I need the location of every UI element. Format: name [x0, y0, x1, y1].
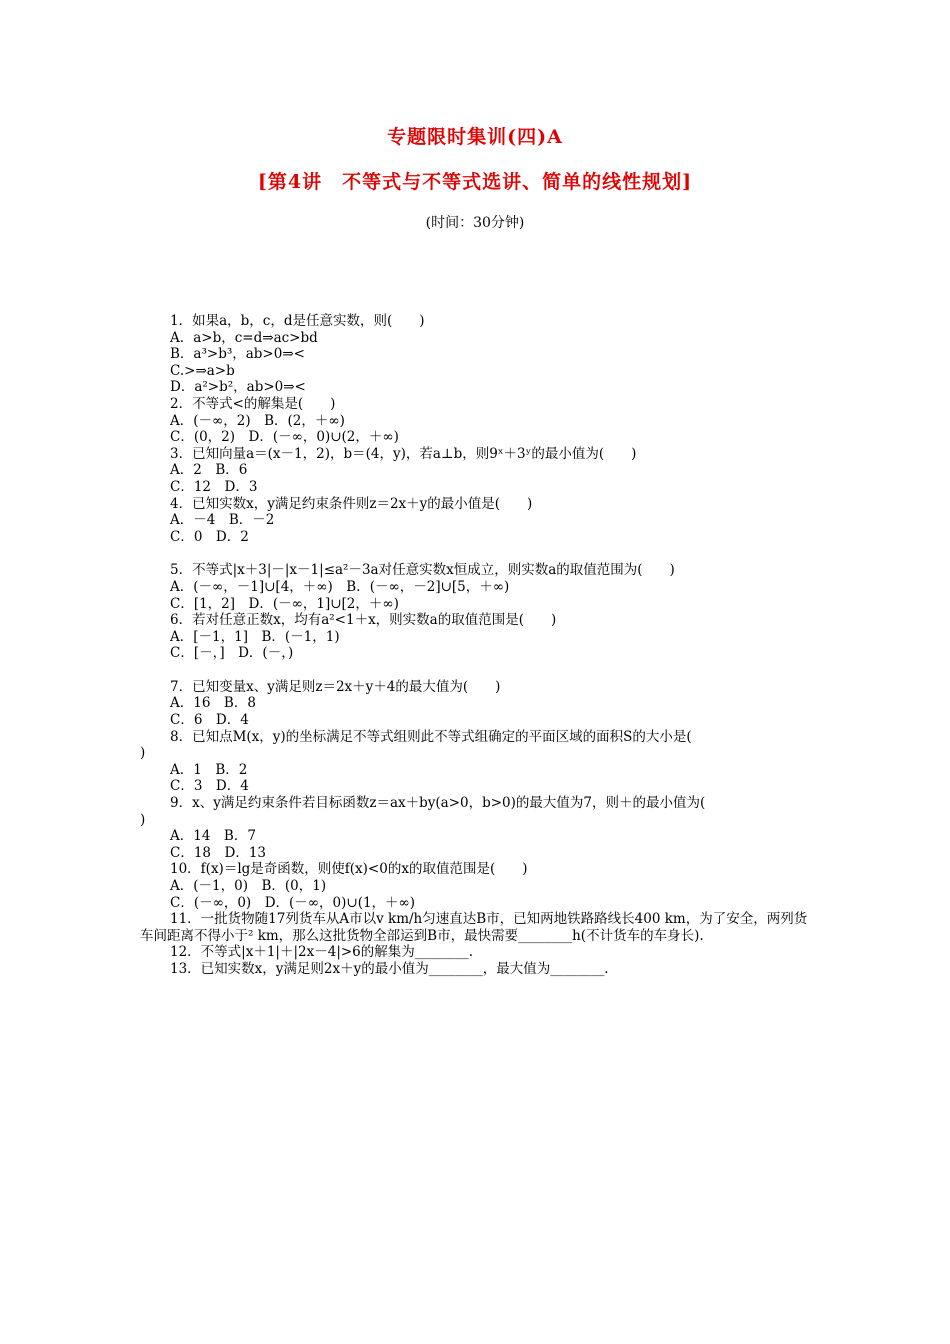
question-8-options-cd: C．3 D．4 [170, 778, 249, 795]
question-4: 4．已知实数x，y满足约束条件则z＝2x＋y的最小值是( ) [170, 495, 533, 512]
page-title: 专题限时集训(四)A [387, 126, 563, 148]
question-1-option-d: D．a²>b²，ab>0⇒< [170, 379, 306, 396]
question-8-options-ab: A．1 B．2 [170, 761, 248, 778]
question-1-option-a: A．a>b，c=d⇒ac>bd [170, 329, 318, 346]
question-list [140, 313, 820, 978]
lecture-subtitle: [第4讲 不等式与不等式选讲、简单的线性规划] [257, 171, 693, 193]
question-7-options-ab: A．16 B．8 [170, 695, 256, 712]
question-6-options-ab: A．[－1，1] B．(－1，1) [170, 628, 340, 645]
question-9-paren-close: ) [140, 811, 146, 828]
question-12: 12．不等式|x＋1|＋|2x－4|>6的解集为________. [170, 944, 474, 961]
question-3-options-cd: C．12 D．3 [170, 478, 258, 495]
question-7-options-cd: C．6 D．4 [170, 712, 249, 729]
question-8-paren-close: ) [140, 745, 146, 762]
question-3: 3．已知向量a＝(x－1，2)，b＝(4，y)，若a⊥b，则9ˣ＋3ʸ的最小值为( ) [170, 445, 637, 462]
question-2-options-ab: A．(－∞，2) B．(2，＋∞) [170, 412, 345, 429]
question-11: 11．一批货物随17列货车从A市以v km/h匀速直达B市，已知两地铁路路线长400 km，为了安全，两列货车间距离不得小于² km，那么这批货物全部运到B市，最快需要________h(不计货车的车身长). [140, 911, 808, 944]
question-4-options-ab: A．－4 B．－2 [170, 512, 275, 529]
question-1-option-c: C.>⇒a>b [170, 362, 235, 379]
question-1: 1．如果a，b，c，d是任意实数，则( ) [170, 313, 425, 329]
question-3-options-ab: A．2 B．6 [170, 462, 248, 479]
question-10: 10．f(x)＝lg是奇函数，则使f(x)<0的x的取值范围是( ) [170, 861, 528, 878]
question-9: 9．x、y满足约束条件若目标函数z＝ax＋by(a>0，b>0)的最大值为7，则＋的最小值为( [170, 795, 706, 812]
question-5: 5．不等式|x＋3|－|x－1|≤a²－3a对任意实数x恒成立，则实数a的取值范围为( ) [170, 562, 675, 579]
time-limit: (时间：30分钟) [425, 215, 525, 231]
question-6-options-cd: C．[－，] D．(－，) [170, 645, 294, 662]
question-9-options-ab: A．14 B．7 [170, 828, 256, 845]
question-1-option-b: B．a³>b³，ab>0⇒< [170, 346, 305, 363]
question-2-options-cd: C．(0，2) D．(－∞，0)∪(2，＋∞) [170, 429, 399, 446]
question-5-options-ab: A．(－∞，－1]∪[4，＋∞) B．(－∞，－2]∪[5，＋∞) [170, 578, 510, 595]
question-7: 7．已知变量x、y满足则z＝2x＋y＋4的最大值为( ) [170, 678, 501, 695]
question-9-options-cd: C．18 D．13 [170, 844, 267, 861]
question-4-options-cd: C．0 D．2 [170, 528, 249, 545]
question-13: 13．已知实数x，y满足则2x＋y的最小值为________，最大值为________. [170, 960, 609, 977]
question-6: 6．若对任意正数x，均有a²<1＋x，则实数a的取值范围是( ) [170, 612, 557, 629]
question-8: 8．已知点M(x，y)的坐标满足不等式组则此不等式组确定的平面区域的面积S的大小是( [170, 728, 692, 745]
question-10-options-cd: C．(－∞，0) D．(－∞，0)∪(1，＋∞) [170, 894, 416, 911]
question-2: 2．不等式<的解集是( ) [170, 395, 336, 412]
question-5-options-cd: C．[1，2] D．(－∞，1]∪[2，＋∞) [170, 595, 399, 612]
question-10-options-ab: A．(－1，0) B．(0，1) [170, 878, 327, 894]
